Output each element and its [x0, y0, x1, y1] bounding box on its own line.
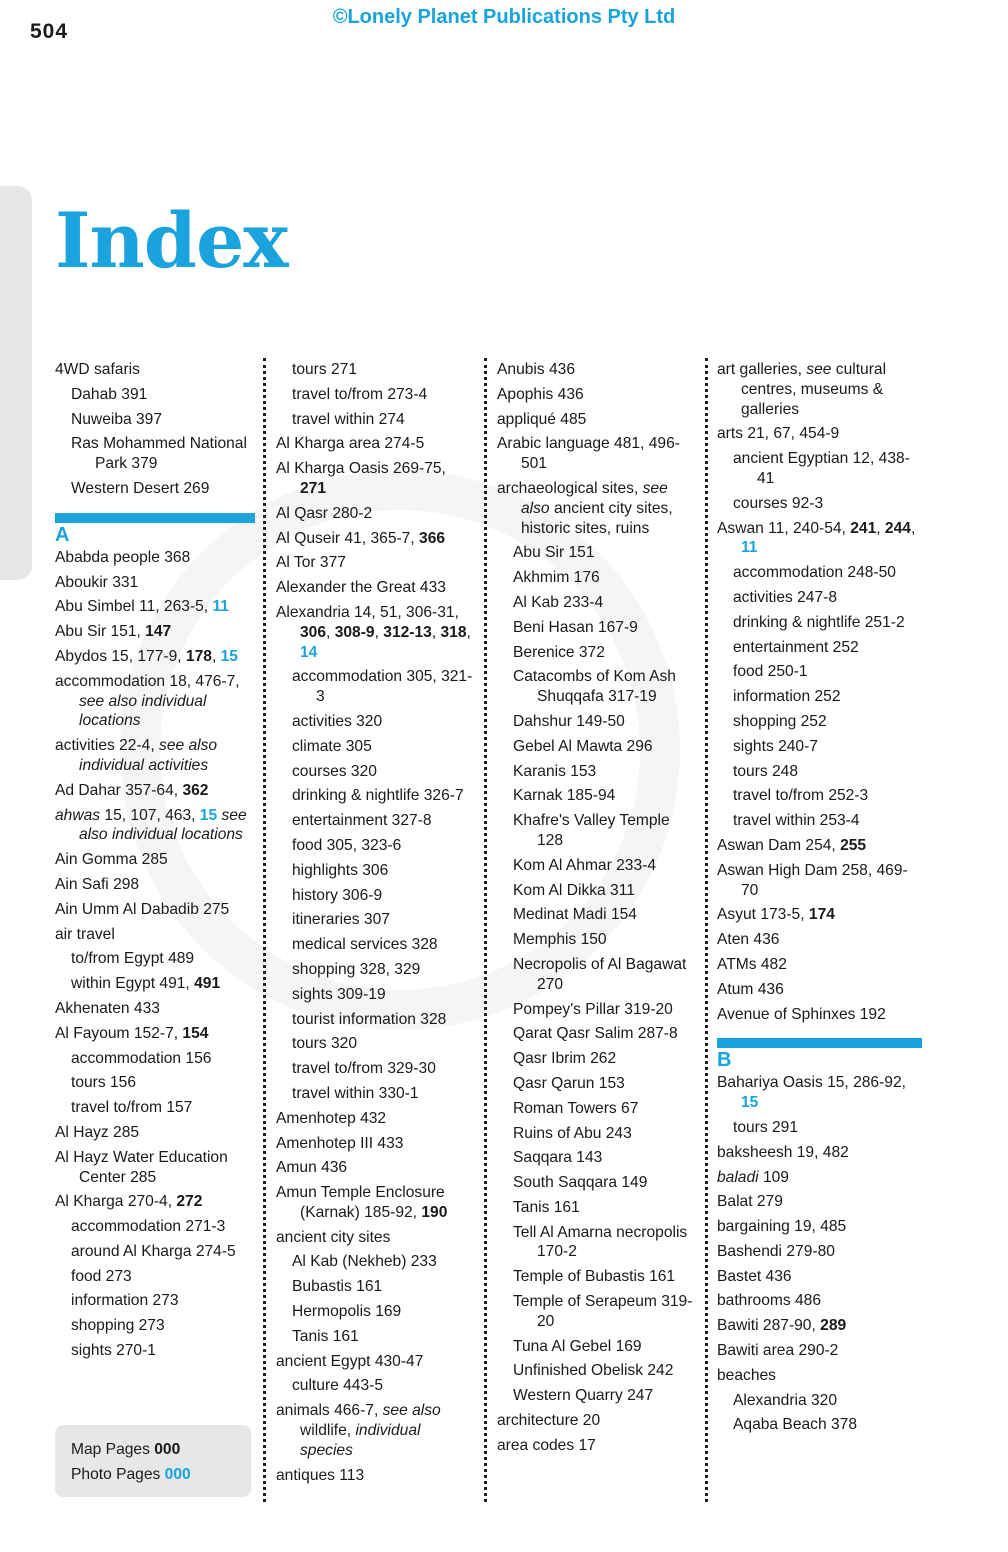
- index-subentry: accommodation 248-50: [733, 564, 896, 582]
- index-entry: Apophis 436: [497, 385, 584, 403]
- index-subentry: drinking & nightlife 251-2: [733, 613, 905, 631]
- index-subentry: shopping 252: [733, 712, 827, 730]
- index-entry: arts 21, 67, 454-9: [717, 425, 840, 443]
- index-subentry: Karnak 185-94: [513, 787, 616, 805]
- index-subentry: sights 240-7: [733, 737, 818, 755]
- index-entry: bathrooms 486: [717, 1292, 822, 1310]
- index-column-3: [497, 360, 697, 1461]
- index-entry: Al Hayz Water Education Center 285: [55, 1148, 228, 1186]
- index-subentry: food 305, 323-6: [292, 836, 402, 854]
- index-subentry: Al Kab 233-4: [513, 593, 604, 611]
- index-entry: Arabic language 481, 496-501: [497, 435, 680, 473]
- index-entry: 4WD safaris: [55, 361, 140, 378]
- index-subentry: Akhmim 176: [513, 569, 600, 587]
- index-subentry: Qasr Qarun 153: [513, 1074, 625, 1092]
- index-subentry: Beni Hasan 167-9: [513, 618, 638, 636]
- index-subentry: Necropolis of Al Bagawat 270: [513, 955, 687, 993]
- index-entry: Asyut 173-5, 174: [717, 906, 835, 924]
- index-entry: Aswan 11, 240-54, 241, 244, 11: [717, 519, 916, 557]
- index-column-2: [276, 360, 476, 1490]
- index-subentry: information 273: [71, 1292, 179, 1310]
- section-bar: [55, 513, 255, 523]
- index-subentry: Saqqara 143: [513, 1149, 603, 1167]
- index-entry: Akhenaten 433: [55, 999, 160, 1017]
- index-subentry: travel to/from 157: [71, 1099, 193, 1117]
- index-subentry: travel within 253-4: [733, 812, 860, 830]
- index-subentry: Tanis 161: [292, 1327, 359, 1345]
- page-title: Index: [55, 196, 288, 285]
- index-subentry: tours 271: [292, 361, 358, 378]
- index-entry: Amun 436: [276, 1159, 348, 1177]
- index-subentry: food 250-1: [733, 663, 808, 681]
- index-subentry: accommodation 156: [71, 1049, 212, 1067]
- page-thumb-tab: [0, 186, 32, 580]
- index-entry: Al Fayoum 152-7, 154: [55, 1024, 209, 1042]
- index-subentry: Aqaba Beach 378: [733, 1416, 857, 1434]
- page-number: 504: [30, 20, 69, 43]
- index-subentry: Hermopolis 169: [292, 1303, 402, 1321]
- index-entry: art galleries, see cultural centres, museums & galleries: [717, 361, 887, 418]
- index-entry: Balat 279: [717, 1193, 783, 1211]
- index-subentry: itineraries 307: [292, 911, 390, 929]
- index-subentry: Alexandria 320: [733, 1391, 838, 1409]
- index-subentry: travel within 274: [292, 410, 405, 428]
- index-entry: Alexandria 14, 51, 306-31, 306, 308-9, 312-13, 318, 14: [276, 603, 471, 661]
- index-entry: Al Kharga Oasis 269-75, 271: [276, 460, 446, 497]
- index-entry: Amenhotep III 433: [276, 1134, 404, 1152]
- index-entry: activities 22-4, see also individual activities: [55, 737, 218, 774]
- index-entry: antiques 113: [276, 1466, 365, 1484]
- index-subentry: Qarat Qasr Salim 287-8: [513, 1025, 678, 1043]
- index-subentry: Al Kab (Nekheb) 233: [292, 1253, 437, 1271]
- index-entry: Ain Safi 298: [55, 875, 140, 893]
- index-subentry: activities 247-8: [733, 588, 838, 606]
- index-subentry: information 252: [733, 688, 841, 706]
- index-subentry: travel to/from 252-3: [733, 787, 869, 805]
- index-entry: Bawiti 287-90, 289: [717, 1317, 847, 1335]
- index-entry: beaches: [717, 1366, 776, 1384]
- index-subentry: medical services 328: [292, 936, 438, 954]
- index-entry: Bashendi 279-80: [717, 1242, 835, 1260]
- page-legend: [55, 1425, 251, 1497]
- index-entry: Bawiti area 290-2: [717, 1342, 839, 1360]
- index-entry: appliqué 485: [497, 410, 587, 428]
- copyright-notice: ©Lonely Planet Publications Pty Ltd: [332, 6, 676, 28]
- index-entry: ancient Egypt 430-47: [276, 1352, 424, 1370]
- index-subentry: Ruins of Abu 243: [513, 1124, 632, 1142]
- index-subentry: Karanis 153: [513, 762, 597, 780]
- index-entry: area codes 17: [497, 1436, 596, 1454]
- index-subentry: Tanis 161: [513, 1198, 580, 1216]
- index-subentry: Qasr Ibrim 262: [513, 1050, 617, 1068]
- index-entry: Ain Gomma 285: [55, 851, 168, 869]
- index-subentry: shopping 273: [71, 1317, 165, 1335]
- index-subentry: Roman Towers 67: [513, 1099, 639, 1117]
- index-subentry: Western Quarry 247: [513, 1387, 654, 1405]
- index-entry: baksheesh 19, 482: [717, 1143, 849, 1161]
- index-entry: baladi 109: [717, 1168, 789, 1186]
- index-subentry: Tuna Al Gebel 169: [513, 1337, 642, 1355]
- index-subentry: around Al Kharga 274-5: [71, 1242, 236, 1260]
- index-subentry: Kom Al Dikka 311: [513, 881, 635, 899]
- index-subentry: culture 443-5: [292, 1377, 384, 1395]
- index-subentry: Memphis 150: [513, 931, 607, 949]
- index-subentry: to/from Egypt 489: [71, 950, 195, 968]
- index-subentry: courses 92-3: [733, 494, 824, 512]
- legend-map-pages: Map Pages 000: [71, 1441, 181, 1458]
- column-divider: [705, 358, 708, 1502]
- section-bar: [717, 1038, 922, 1048]
- index-subentry: Ras Mohammed National Park 379: [71, 435, 247, 473]
- index-subentry: sights 309-19: [292, 985, 386, 1003]
- index-subentry: tours 291: [733, 1118, 799, 1136]
- index-subentry: entertainment 327-8: [292, 812, 432, 830]
- index-entry: Al Tor 377: [276, 554, 346, 572]
- index-subentry: food 273: [71, 1267, 132, 1285]
- index-subentry: highlights 306: [292, 861, 389, 879]
- index-subentry: Kom Al Ahmar 233-4: [513, 856, 657, 874]
- index-subentry: Temple of Serapeum 319-20: [513, 1293, 693, 1330]
- index-subentry: Abu Sir 151: [513, 544, 595, 562]
- index-entry: Amenhotep 432: [276, 1109, 387, 1127]
- section-letter: A: [55, 523, 70, 546]
- index-subentry: tours 248: [733, 762, 799, 780]
- index-subentry: accommodation 305, 321-3: [292, 668, 473, 706]
- index-entry: Ababda people 368: [55, 548, 191, 566]
- index-subentry: drinking & nightlife 326-7: [292, 787, 464, 805]
- index-subentry: tours 156: [71, 1074, 137, 1092]
- index-subentry: travel to/from 273-4: [292, 385, 428, 403]
- index-subentry: climate 305: [292, 737, 372, 755]
- index-subentry: tours 320: [292, 1035, 358, 1053]
- index-entry: Alexander the Great 433: [276, 579, 446, 597]
- index-entry: animals 466-7, see also wildlife, individual species: [276, 1402, 441, 1459]
- index-entry: architecture 20: [497, 1412, 601, 1430]
- index-subentry: shopping 328, 329: [292, 960, 421, 978]
- index-entry: Anubis 436: [497, 361, 576, 378]
- index-subentry: ancient Egyptian 12, 438-41: [733, 450, 910, 487]
- index-entry: archaeological sites, see also ancient city sites, historic sites, ruins: [497, 479, 673, 537]
- index-subentry: Temple of Bubastis 161: [513, 1268, 676, 1286]
- column-divider: [263, 358, 266, 1502]
- index-entry: Aboukir 331: [55, 573, 139, 591]
- index-entry: Amun Temple Enclosure (Karnak) 185-92, 190: [276, 1184, 448, 1221]
- index-entry: Bahariya Oasis 15, 286-92, 15: [717, 1074, 906, 1112]
- index-subentry: travel to/from 329-30: [292, 1060, 436, 1078]
- index-entry: Avenue of Sphinxes 192: [717, 1005, 886, 1023]
- index-entry: Aten 436: [717, 931, 780, 949]
- column-divider: [484, 358, 487, 1502]
- index-entry: bargaining 19, 485: [717, 1218, 847, 1236]
- index-entry: Al Kharga 270-4, 272: [55, 1193, 203, 1211]
- index-entry: Al Quseir 41, 365-7, 366: [276, 529, 446, 547]
- index-column-1: [55, 360, 255, 1366]
- index-subentry: Khafre's Valley Temple 128: [513, 812, 670, 849]
- index-entry: Al Kharga area 274-5: [276, 435, 425, 453]
- index-entry: air travel: [55, 925, 115, 943]
- index-entry: ahwas 15, 107, 463, 15 see also individual locations: [55, 806, 247, 844]
- index-entry: Abydos 15, 177-9, 178, 15: [55, 647, 238, 665]
- index-column-4: [717, 360, 922, 1440]
- index-subentry: activities 320: [292, 712, 383, 730]
- index-entry: Aswan High Dam 258, 469-70: [717, 861, 908, 899]
- section-letter: B: [717, 1049, 732, 1072]
- index-subentry: Gebel Al Mawta 296: [513, 737, 653, 755]
- index-subentry: courses 320: [292, 762, 377, 780]
- index-subentry: within Egypt 491, 491: [71, 975, 221, 993]
- index-subentry: Western Desert 269: [71, 479, 210, 497]
- index-entry: Ad Dahar 357-64, 362: [55, 781, 209, 799]
- index-subentry: Nuweiba 397: [71, 410, 163, 428]
- index-subentry: travel within 330-1: [292, 1084, 419, 1102]
- index-entry: ancient city sites: [276, 1228, 391, 1246]
- index-entry: ATMs 482: [717, 955, 787, 973]
- index-entry: Bastet 436: [717, 1267, 792, 1285]
- index-entry: accommodation 18, 476-7, see also individual locations: [55, 672, 240, 730]
- index-subentry: Medinat Madi 154: [513, 906, 637, 924]
- index-subentry: South Saqqara 149: [513, 1174, 648, 1192]
- index-entry: Aswan Dam 254, 255: [717, 836, 867, 854]
- index-subentry: Bubastis 161: [292, 1278, 383, 1296]
- index-subentry: tourist information 328: [292, 1010, 447, 1028]
- legend-photo-pages: Photo Pages 000: [71, 1466, 191, 1483]
- index-entry: Abu Simbel 11, 263-5, 11: [55, 598, 229, 616]
- index-entry: Abu Sir 151, 147: [55, 623, 172, 641]
- index-subentry: entertainment 252: [733, 638, 859, 656]
- index-subentry: accommodation 271-3: [71, 1218, 226, 1236]
- index-subentry: Unfinished Obelisk 242: [513, 1362, 674, 1380]
- index-entry: Atum 436: [717, 980, 784, 998]
- index-entry: Ain Umm Al Dabadib 275: [55, 900, 230, 918]
- index-subentry: sights 270-1: [71, 1342, 156, 1360]
- index-subentry: history 306-9: [292, 886, 383, 904]
- index-subentry: Dahab 391: [71, 385, 148, 403]
- index-subentry: Dahshur 149-50: [513, 712, 625, 730]
- index-subentry: Berenice 372: [513, 643, 605, 661]
- index-subentry: Pompey's Pillar 319-20: [513, 1000, 673, 1018]
- index-entry: Al Hayz 285: [55, 1123, 140, 1141]
- index-subentry: Catacombs of Kom Ash Shuqqafa 317-19: [513, 668, 676, 706]
- index-entry: Al Qasr 280-2: [276, 504, 373, 522]
- index-subentry: Tell Al Amarna necropolis 170-2: [513, 1223, 688, 1261]
